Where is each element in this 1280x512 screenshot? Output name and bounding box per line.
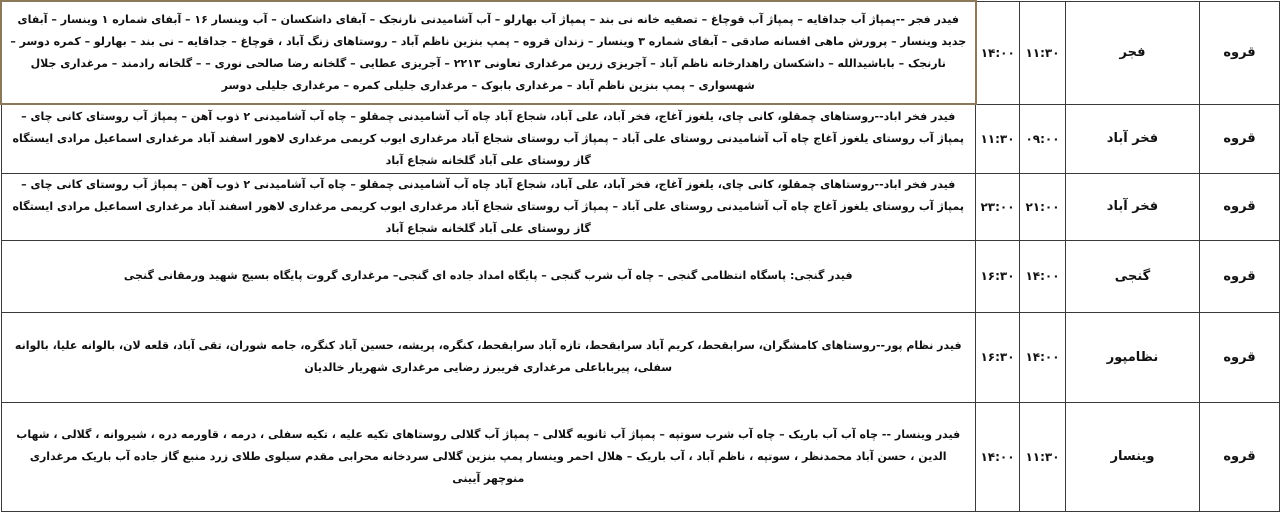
area-cell: قروه xyxy=(1200,1,1280,104)
affected-areas-text: فیدر وینسار -- چاه آب آب باریک – چاه آب شرب سوتپه – پمپاژ آب ثانویه گلالی – پمپاژ آب گلالی روستاهای تکیه علیه ، تکیه سفلی ، درمه ، قاورمه دره ، شیروانه ، گلالی ، شهاب الدین ، حسن آباد محمدنظر ، سوتپه ، ناظم آباد ، آب باریک – هلال احمر وینسار پمپ بنزین گلالی سردخانه محرابی مقدم سیلوی طلای زرد منبع گاز جاده آب باریک مرغداری منوچهر آیینی xyxy=(16,427,961,485)
end-time-cell: ۲۳:۰۰ xyxy=(976,173,1020,240)
table-row xyxy=(1,1,1280,104)
affected-areas-cell xyxy=(1,173,976,240)
end-time-cell: ۱۶:۳۰ xyxy=(976,312,1020,402)
affected-areas-cell xyxy=(1,240,976,312)
feeder-cell: گنجی xyxy=(1066,240,1200,312)
feeder-cell: فجر xyxy=(1066,1,1200,104)
affected-areas-cell xyxy=(1,402,976,511)
end-time-cell: ۱۴:۰۰ xyxy=(976,402,1020,511)
table-row xyxy=(1,240,1280,312)
area-cell: قروه xyxy=(1200,240,1280,312)
start-time-cell: ۰۹:۰۰ xyxy=(1020,104,1066,173)
area-cell: قروه xyxy=(1200,312,1280,402)
feeder-cell: فخر آباد xyxy=(1066,104,1200,173)
area-cell: قروه xyxy=(1200,104,1280,173)
start-time-cell: ۱۱:۳۰ xyxy=(1020,402,1066,511)
end-time-cell: ۱۱:۳۰ xyxy=(976,104,1020,173)
affected-areas-cell xyxy=(1,312,976,402)
table-row xyxy=(1,312,1280,402)
feeder-cell: وینسار xyxy=(1066,402,1200,511)
end-time-cell: ۱۶:۳۰ xyxy=(976,240,1020,312)
area-cell: قروه xyxy=(1200,402,1280,511)
table-row xyxy=(1,402,1280,511)
end-time-cell: ۱۴:۰۰ xyxy=(976,1,1020,104)
affected-areas-text: فیدر فخر اباد--روستاهای چمقلو، کانی چای، یلغوز آغاج، فخر آباد، علی آباد، شجاع آباد چاه آب آشامیدنی چمقلو – چاه آب آشامیدنی ۲ ذوب آهن – پمپاژ آب روستای کانی چای – پمپاژ آب روستای یلغوز آغاج چاه آب آشامیدنی روستای علی آباد – پمپاژ آب روستای شجاع آباد مرغداری ایوب کریمی مرغداری لاهور اسفند آباد مرغداری اسماعیل مرادی ایستگاه گاز روستای علی آباد گلخانه شجاع آباد xyxy=(12,109,964,167)
affected-areas-text: فیدر فجر --پمپاژ آب جداقایه – پمپاژ آب قوچاغ – تصفیه خانه نی بند – پمپاژ آب بهارلو – آب آشامیدنی نارنجک – آبفای داشکسان – آب وینسار ۱۶ – آبفای شماره ۱ وینسار – آبفای جدید وینسار – پرورش ماهی افسانه صادقی – آبفای شماره ۳ وینسار – زندان قروه – پمپ بنزین ناظم آباد – روستاهای زنگ آباد ، قوچاغ – جداقایه – نی بند – بهارلو – کمره دوسر – نارنجک – باباشیدالله – داشکسان راهدارخانه ناظم آباد – آجریزی زرین مرغداری تعاونی ۲۲۱۳ – آجریزی عطایی – گلخانه رضا صالحی نوری – – گلخانه رادمند – مرغداری جلال شهسواری – پمپ بنزین ناظم آباد – مرغداری بابوک – مرغداری جلیلی کمره – مرغداری جلیلی دوسر xyxy=(10,12,967,92)
table-row xyxy=(1,173,1280,240)
affected-areas-cell xyxy=(1,1,976,104)
start-time-cell: ۲۱:۰۰ xyxy=(1020,173,1066,240)
affected-areas-text: فیدر فخر اباد--روستاهای چمقلو، کانی چای، یلغوز آغاج، فخر آباد، علی آباد، شجاع آباد چاه آب آشامیدنی چمقلو – چاه آب آشامیدنی ۲ ذوب آهن – پمپاژ آب روستای کانی چای – پمپاژ آب روستای یلغوز آغاج چاه آب آشامیدنی روستای علی آباد – پمپاژ آب روستای شجاع آباد مرغداری ایوب کریمی مرغداری لاهور اسفند آباد مرغداری اسماعیل مرادی ایستگاه گاز روستای علی آباد گلخانه شجاع آباد xyxy=(12,177,964,235)
start-time-cell: ۱۴:۰۰ xyxy=(1020,312,1066,402)
start-time-cell: ۱۴:۰۰ xyxy=(1020,240,1066,312)
affected-areas-cell xyxy=(1,104,976,173)
start-time-cell: ۱۱:۳۰ xyxy=(1020,1,1066,104)
feeder-cell: فخر آباد xyxy=(1066,173,1200,240)
area-cell: قروه xyxy=(1200,173,1280,240)
table-row xyxy=(1,104,1280,173)
affected-areas-text: فیدر نظام پور--روستاهای کامشگران، سرابقحط، کریم آباد سرابقحط، تازه آباد سرابقحط، کنگره، پریشه، حسین آباد کنگره، جامه شوران، تقی آباد، قلعه لان، بالوانه علیا، بالوانه سفلی، پیرباباعلی مرغداری فریبرز رضایی مرغداری شهریار خالدیان xyxy=(14,339,962,374)
affected-areas-text: فیدر گنجی: پاسگاه انتظامی گنجی – چاه آب شرب گنجی – پایگاه امداد جاده ای گنجی– مرغداری گروت پایگاه بسیج شهید ورمقانی گنجی xyxy=(123,269,853,282)
feeder-cell: نظامپور xyxy=(1066,312,1200,402)
